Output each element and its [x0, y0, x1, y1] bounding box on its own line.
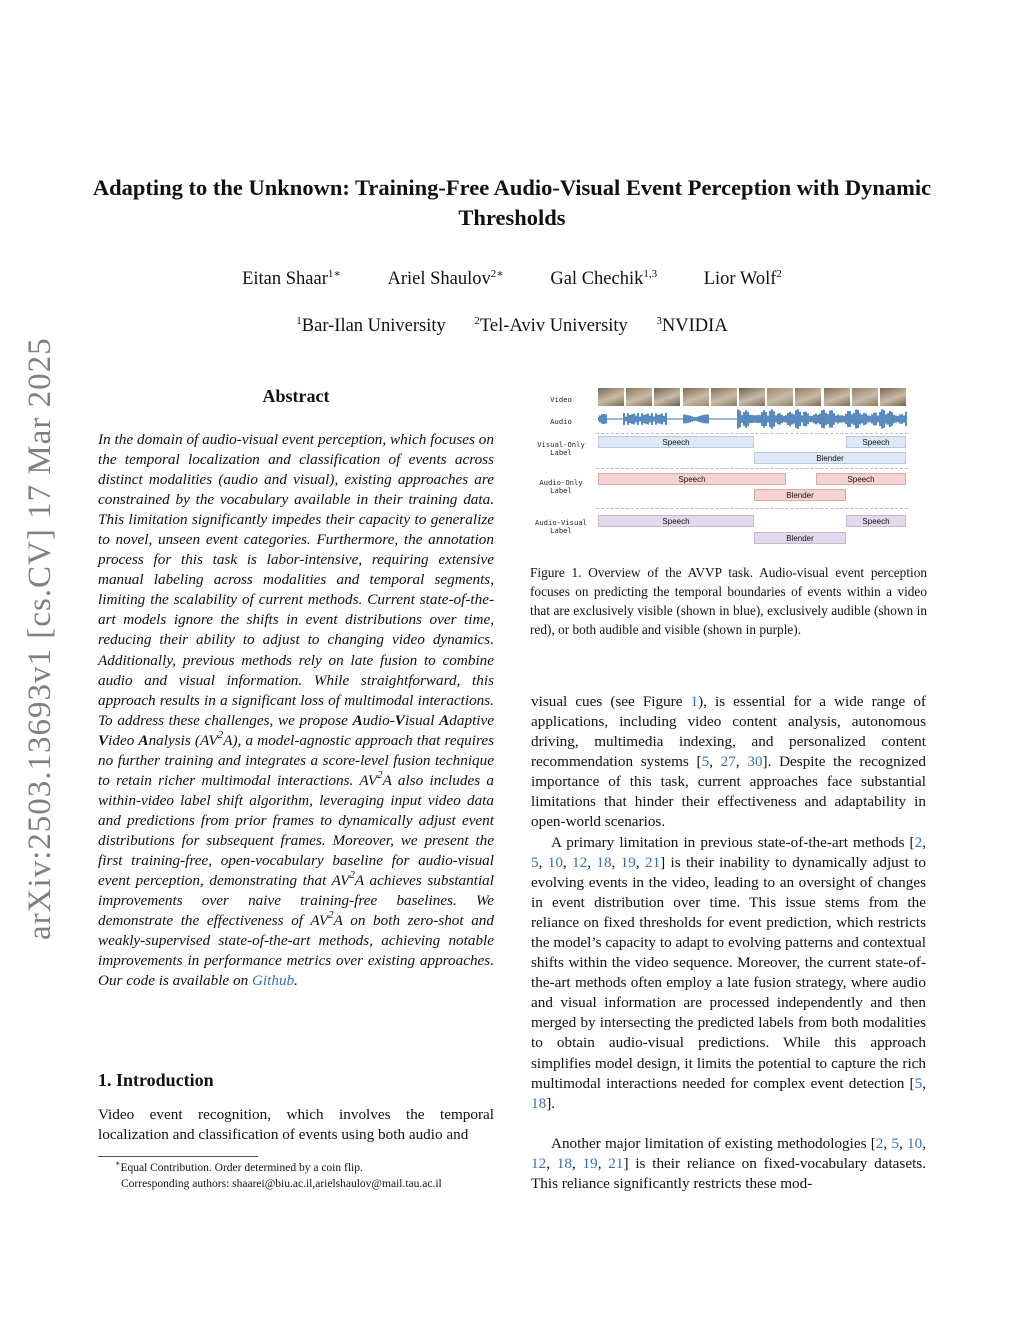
affiliation: $^2$Tel-Aviv University [474, 315, 628, 336]
citation-link[interactable]: 18 [556, 1155, 572, 1173]
author-list [0, 269, 1024, 290]
citation-link[interactable]: 19 [582, 1155, 598, 1173]
intro-paragraph-1: visual cues (see Figure 1), is essential for a wide range of applications, including video content analysis, autonomous driving, multimedia indexing, and personalized content recommendation systems [5, 27, 30]. Despite the recognized importance of this task, current approaches face substantial limitations that hinder their effectiveness and adaptability in open-world scenarios. [531, 693, 927, 831]
citation-link[interactable]: 12 [572, 854, 588, 872]
video-frame-thumbnail [598, 388, 624, 406]
introduction-heading: 1. Introduction [98, 1070, 214, 1090]
figure-1 [530, 386, 908, 552]
footnote-equal: ∗Equal Contribution. Order determined by a coin flip. [115, 1159, 363, 1174]
audiovisual-speech-bar: Speech [846, 515, 906, 527]
video-frame-thumbnail [824, 388, 850, 406]
video-frame-thumbnail [795, 388, 821, 406]
row-label-visual-only: Visual-Only Label [537, 440, 585, 457]
author: Gal Chechik$^{1,3}$ [550, 268, 658, 289]
citation-link[interactable]: 18 [531, 1094, 547, 1112]
citation-link[interactable]: 12 [531, 1155, 547, 1173]
citation-link[interactable]: 18 [596, 854, 612, 872]
row-divider [596, 508, 908, 509]
video-frame-thumbnail [711, 388, 737, 406]
author: Ariel Shaulov$^{2∗}$ [387, 268, 504, 289]
citation-link[interactable]: 21 [608, 1155, 624, 1173]
video-frames [598, 386, 908, 408]
audiovisual-blender-bar: Blender [754, 532, 846, 544]
figure-caption: Figure 1. Overview of the AVVP task. Audio-visual event perception focuses on predicting the temporal boundaries of events within a video that are exclusively visible (shown in blue), exclusively audible (shown in red), or both audible and visible (shown in purple). [530, 565, 927, 637]
introduction-body: Video event recognition, which involves the temporal localization and classification of events using both audio and [98, 1106, 494, 1144]
video-frame-thumbnail [852, 388, 878, 406]
row-label-video: Video [550, 395, 572, 404]
audio-speech-bar: Speech [816, 473, 906, 485]
author: Lior Wolf$^2$ [703, 268, 782, 289]
row-label-audio: Audio [550, 417, 572, 426]
intro-paragraph-2: A primary limitation in previous state-of-the-art methods [2, 5, 10, 12, 18, 19, 21] is their inability to dynamically adjust to evolving events in the video, leading to an oversight of changes in event distribution over time. This issue stems from the reliance on fixed thresholds for event prediction, which restricts the model’s capacity to adapt to evolving patterns and contextual shifts within the video sequence. Moreover, the current state-of-the-art methods often employ a late fusion strategy, where audio and visual information are processed independently and then merged by intersecting the predicted labels from both modalities to obtain audio-visual predictions. While this approach simplifies model design, it limits the potential to capture the rich multimodal interactions needed for complex event detection [5, 18]. [531, 834, 927, 1112]
audio-blender-bar: Blender [754, 489, 846, 501]
video-frame-thumbnail [739, 388, 765, 406]
citation-link[interactable]: 10 [907, 1135, 923, 1152]
author: Eitan Shaar$^{1∗}$ [242, 268, 341, 289]
visual-speech-bar: Speech [846, 436, 906, 448]
github-link[interactable]: Github [251, 972, 295, 990]
citation-link[interactable]: 21 [644, 854, 661, 872]
abstract-heading: Abstract [262, 386, 330, 406]
affiliation: $^1$Bar-Ilan University [296, 315, 446, 336]
affiliation-list [0, 316, 1024, 337]
citation-link[interactable]: 2 [875, 1135, 884, 1152]
video-frame-thumbnail [626, 388, 652, 406]
intro-paragraph-3: Another major limitation of existing methodologies [2, 5, 10, 12, 18, 19, 21] is their reliance on fixed-vocabulary datasets. This reliance significantly restricts these mod- [531, 1135, 927, 1193]
row-label-audio-visual: Audio-Visual Label [535, 518, 587, 535]
footnote-rule [98, 1156, 258, 1157]
audio-speech-bar: Speech [598, 473, 786, 485]
citation-link[interactable]: 5 [891, 1135, 899, 1152]
video-frame-thumbnail [880, 388, 906, 406]
citation-link[interactable]: 5 [914, 1074, 923, 1092]
video-frame-thumbnail [767, 388, 793, 406]
citation-link[interactable]: 5 [531, 854, 539, 872]
footnote-corresponding: Corresponding authors: shaarei@biu.ac.il,arielshaulov@mail.tau.ac.il [121, 1177, 442, 1190]
figure-ref[interactable]: 1 [690, 693, 699, 710]
audio-waveform [598, 408, 908, 430]
video-frame-thumbnail [654, 388, 680, 406]
row-divider [596, 433, 908, 434]
visual-speech-bar: Speech [598, 436, 754, 448]
visual-blender-bar: Blender [754, 452, 906, 464]
citation-link[interactable]: 30 [747, 753, 763, 771]
arxiv-identifier: arXiv:2503.13693v1 [cs.CV] 17 Mar 2025 [22, 337, 58, 940]
citation-link[interactable]: 27 [720, 753, 736, 771]
row-divider [596, 468, 908, 469]
paper-title: Adapting to the Unknown: Training-Free Audio-Visual Event Perception with Dynamic Thresholds [92, 175, 932, 230]
citation-link[interactable]: 2 [914, 834, 923, 851]
row-label-audio-only: Audio-Only Label [539, 478, 583, 495]
abstract-body: In the domain of audio-visual event perception, which focuses on the temporal localization and classification of events across distinct modalities (audio and visual), existing approaches are constrained by the vocabulary available in their training data. This limitation significantly impedes their capacity to generalize to novel, unseen event categories. Furthermore, the annotation process for this task is labor-intensive, requiring extensive manual labeling across modalities and temporal segments, limiting the scalability of current methods. Current state-of-the-art models ignore the shifts in event distributions over time, reducing their ability to adjust to changing video dynamics. Additionally, previous methods rely on late fusion to combine audio and visual information. While straightforward, this approach results in a significant loss of multimodal interactions. To address these challenges, we propose Audio-Visual Adaptive Video Analysis $(AV^2A)$, a model-agnostic approach that requires no further training and integrates a score-level fusion technique to retain richer multimodal interactions. $AV^2A$ also includes a within-video label shift algorithm, leveraging input video data and predictions from prior frames to dynamically adjust event distributions for subsequent frames. Moreover, we present the first training-free, open-vocabulary baseline for audio-visual event perception, demonstrating that $AV^2A$ achieves substantial improvements over naive training-free baselines. We demonstrate the effectiveness of $AV^2A$ on both zero-shot and weakly-supervised state-of-the-art methods, achieving notable improvements in performance metrics over existing approaches. Our code is available on Github. [98, 431, 494, 990]
citation-link[interactable]: 19 [620, 854, 636, 872]
citation-link[interactable]: 5 [701, 753, 710, 771]
affiliation: $^3$NVIDIA [656, 315, 728, 336]
footnotes [98, 1161, 518, 1192]
citation-link[interactable]: 10 [547, 854, 563, 872]
video-frame-thumbnail [683, 388, 709, 406]
audiovisual-speech-bar: Speech [598, 515, 754, 527]
